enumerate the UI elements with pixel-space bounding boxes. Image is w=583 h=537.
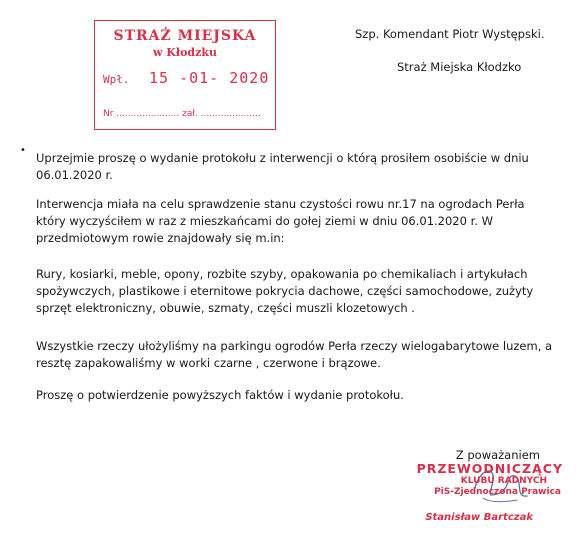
stamp-received-date: 15 -01- 2020	[149, 69, 270, 87]
chairman-stamp-name: Stanisław Bartczak	[425, 512, 533, 523]
chairman-stamp-title: PRZEWODNICZĄCY	[416, 461, 563, 476]
chairman-stamp	[403, 462, 563, 498]
stamp-title: STRAŻ MIEJSKA	[113, 28, 257, 44]
bullet-mark: •	[20, 145, 26, 156]
received-stamp	[94, 20, 276, 130]
paragraph-confirmation: Proszę o potwierdzenie powyższych faktów i wydanie protokołu.	[36, 388, 404, 402]
addressee-name: Szp. Komendant Piotr Występski.	[355, 27, 545, 41]
stamp-nr-line: Nr ...................... zał. .....................	[103, 109, 261, 119]
stamp-subtitle: w Kłodzku	[153, 46, 217, 59]
chairman-stamp-club: KLUBU RADNYCH	[460, 476, 547, 486]
paragraph-request: Uprzejmie proszę o wydanie protokołu z interwencji o którą prosiłem osobiście w dniu 06.01.2020 r.	[36, 151, 529, 182]
paragraph-storage: Wszystkie rzeczy ułożyliśmy na parkingu ogrodów Perła rzeczy wielogabarytowe luzem, a resztę zapakowaliśmy w worki czarne , czerwone i brązowe.	[36, 339, 553, 370]
stamp-received-label: Wpł.	[103, 73, 130, 86]
chairman-stamp-party: PiS-Zjednoczona Prawica	[434, 487, 561, 497]
paragraph-items-list: Rury, kosiarki, meble, opony, rozbite szyby, opakowania po chemikaliach i artykułach spożywczych, plastikowe i eternitowe pokrycia dachowe, części samochodowe, zużyty sprzęt elektroniczny, obuwie, szmaty, części muszli klozetowych .	[36, 267, 534, 315]
addressee-institution: Straż Miejska Kłodzko	[397, 60, 522, 74]
paragraph-intervention: Interwencja miała na celu sprawdzenie stanu czystości rowu nr.17 na ogrodach Perła który wyczyściłem w raz z mieszkańcami do gołej ziemi w dniu 06.01.2020 r. W przedmiotowym rowie znajdowały się m.in:	[36, 197, 525, 245]
closing-greeting: Z poważaniem	[455, 448, 540, 462]
